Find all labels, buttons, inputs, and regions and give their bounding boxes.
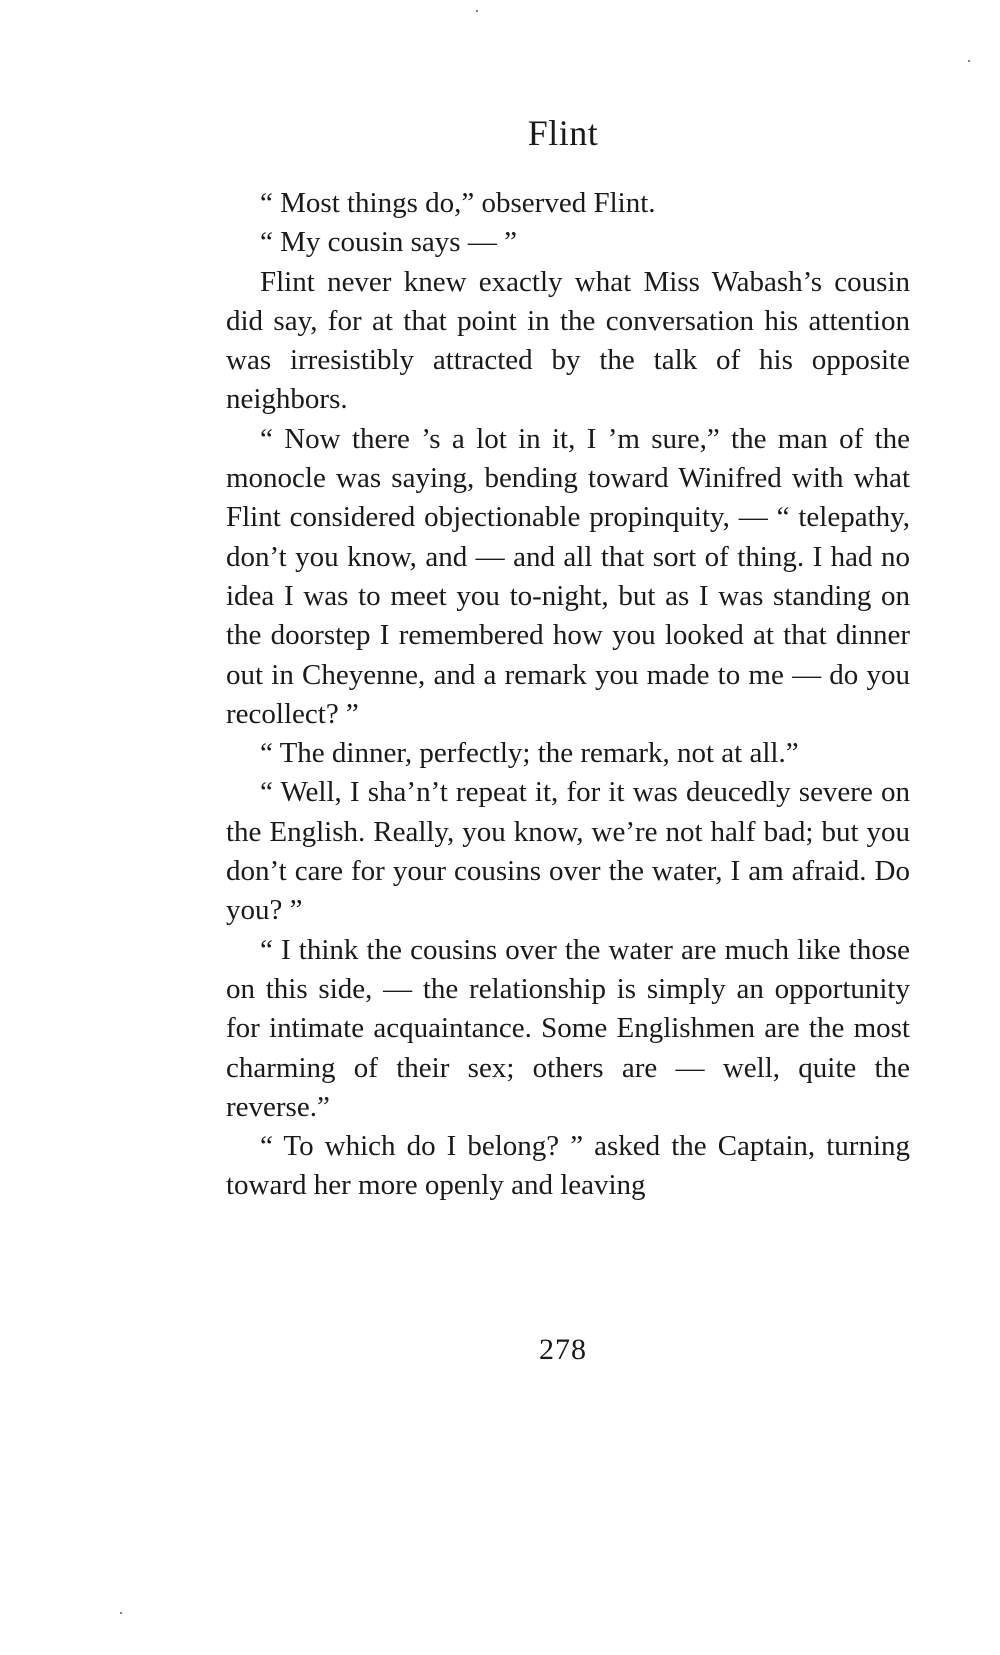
page-number: 278 [539,1333,587,1366]
body-text [226,184,910,1206]
running-head: Flint [527,113,599,153]
paper-speck [120,1612,122,1614]
paper-speck [968,60,970,62]
paragraph: “ My cousin says — ” [260,226,517,259]
paragraph: “ Now there ’s a lot in it, I ’m sure,” the man of the monocle was saying, bending toward Winifred with what Flint considered objectionable propinquity, — “ telepathy, don’t you know, and — and all that sort of thing. I had no idea I was to meet you to-night, but as I was standing on the doorstep I remembered how you looked at that dinner out in Cheyenne, and a remark you made to me — do you recollect? ” [226,422,910,730]
paragraph: “ The dinner, perfectly; the remark, not at all.” [260,737,799,770]
paragraph: “ Well, I sha’n’t repeat it, for it was deucedly severe on the English. Really, you know, we’re not half bad; but you don’t care for your cousins over the water, I am afraid. Do you? ” [226,776,910,927]
paragraph: “ I think the cousins over the water are much like those on this side, — the relationship is simply an opportunity for intimate acquaintance. Some Englishmen are the most charming of their sex; others are — well, quite the reverse.” [226,933,910,1123]
paper-speck [476,10,478,12]
paragraph: “ Most things do,” observed Flint. [260,187,656,219]
paragraph: Flint never knew exactly what Miss Wabash’s cousin did say, for at that point in the conversation his attention was irresistibly attracted by the talk of his opposite neighbors. [226,265,910,416]
paragraph: “ To which do I belong? ” asked the Captain, turning toward her more openly and leaving [226,1130,910,1202]
